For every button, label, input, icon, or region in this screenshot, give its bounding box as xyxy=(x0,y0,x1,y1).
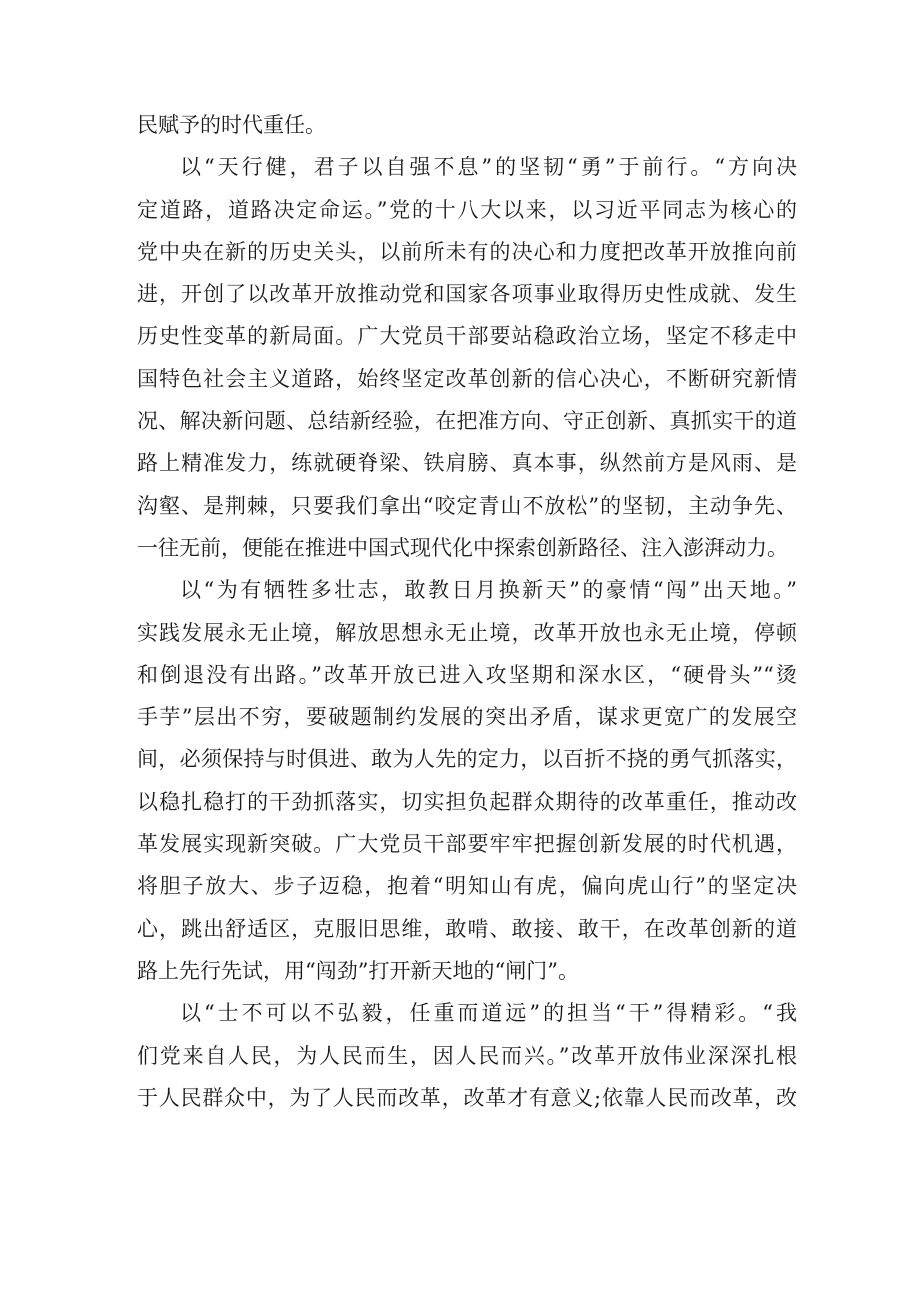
paragraph xyxy=(137,992,797,1119)
text-line: 历史性变革的新局面。广大党员干部要站稳政治立场，坚定不移走中 xyxy=(137,324,797,349)
text-line: 手芋”层出不穷，要破题制约发展的突出矛盾，谋求更宽广的发展空 xyxy=(137,705,797,730)
text-line: 以“士不可以不弘毅，任重而道远”的担当“干”得精彩。“我 xyxy=(180,1001,797,1026)
text-line: 心，跳出舒适区，克服旧思维，敢啃、敢接、敢干，在改革创新的道 xyxy=(137,916,797,941)
text-line: 民赋予的时代重任。 xyxy=(137,113,326,137)
text-line: 定道路，道路决定命运。”党的十八大以来，以习近平同志为核心的 xyxy=(137,197,797,222)
text-line: 路上先行先试，用“闯劲”打开新天地的“闸门”。 xyxy=(137,958,579,983)
text-line: 们党来自人民，为人民而生，因人民而兴。”改革开放伟业深深扎根 xyxy=(137,1043,797,1068)
text-line: 以“为有牺牲多壮志，敢教日月换新天”的豪情“闯”出天地。” xyxy=(180,578,797,603)
text-line: 沟壑、是荆棘，只要我们拿出“咬定青山不放松”的坚韧，主动争先、 xyxy=(137,493,797,518)
text-line: 间，必须保持与时俱进、敢为人先的定力，以百折不挠的勇气抓落实， xyxy=(137,747,797,772)
paragraph xyxy=(137,146,797,569)
text-line: 革发展实现新突破。广大党员干部要牢牢把握创新发展的时代机遇， xyxy=(137,832,797,857)
text-line: 一往无前，便能在推进中国式现代化中探索创新路径、注入澎湃动力。 xyxy=(137,535,788,560)
text-line: 于人民群众中，为了人民而改革，改革才有意义;依靠人民而改革，改 xyxy=(137,1085,797,1110)
text-line: 进，开创了以改革开放推动党和国家各项事业取得历史性成就、发生 xyxy=(137,282,797,307)
paragraph xyxy=(137,104,797,146)
text-line: 国特色社会主义道路，始终坚定改革创新的信心决心，不断研究新情 xyxy=(137,366,797,391)
text-line: 以“天行健，君子以自强不息”的坚韧“勇”于前行。“方向决 xyxy=(180,155,797,180)
text-line: 党中央在新的历史关头，以前所未有的决心和力度把改革开放推向前 xyxy=(137,239,797,264)
text-line: 路上精准发力，练就硬脊梁、铁肩膀、真本事，纵然前方是风雨、是 xyxy=(137,451,797,476)
paragraph xyxy=(137,569,797,992)
text-line: 将胆子放大、步子迈稳，抱着“明知山有虎，偏向虎山行”的坚定决 xyxy=(137,874,797,899)
document-body xyxy=(137,104,797,1119)
text-line: 和倒退没有出路。”改革开放已进入攻坚期和深水区，“硬骨头”“烫 xyxy=(137,662,797,687)
text-line: 以稳扎稳打的干劲抓落实，切实担负起群众期待的改革重任，推动改 xyxy=(137,789,797,814)
text-line: 况、解决新问题、总结新经验，在把准方向、守正创新、真抓实干的道 xyxy=(137,409,797,434)
text-line: 实践发展永无止境，解放思想永无止境，改革开放也永无止境，停顿 xyxy=(137,620,797,645)
